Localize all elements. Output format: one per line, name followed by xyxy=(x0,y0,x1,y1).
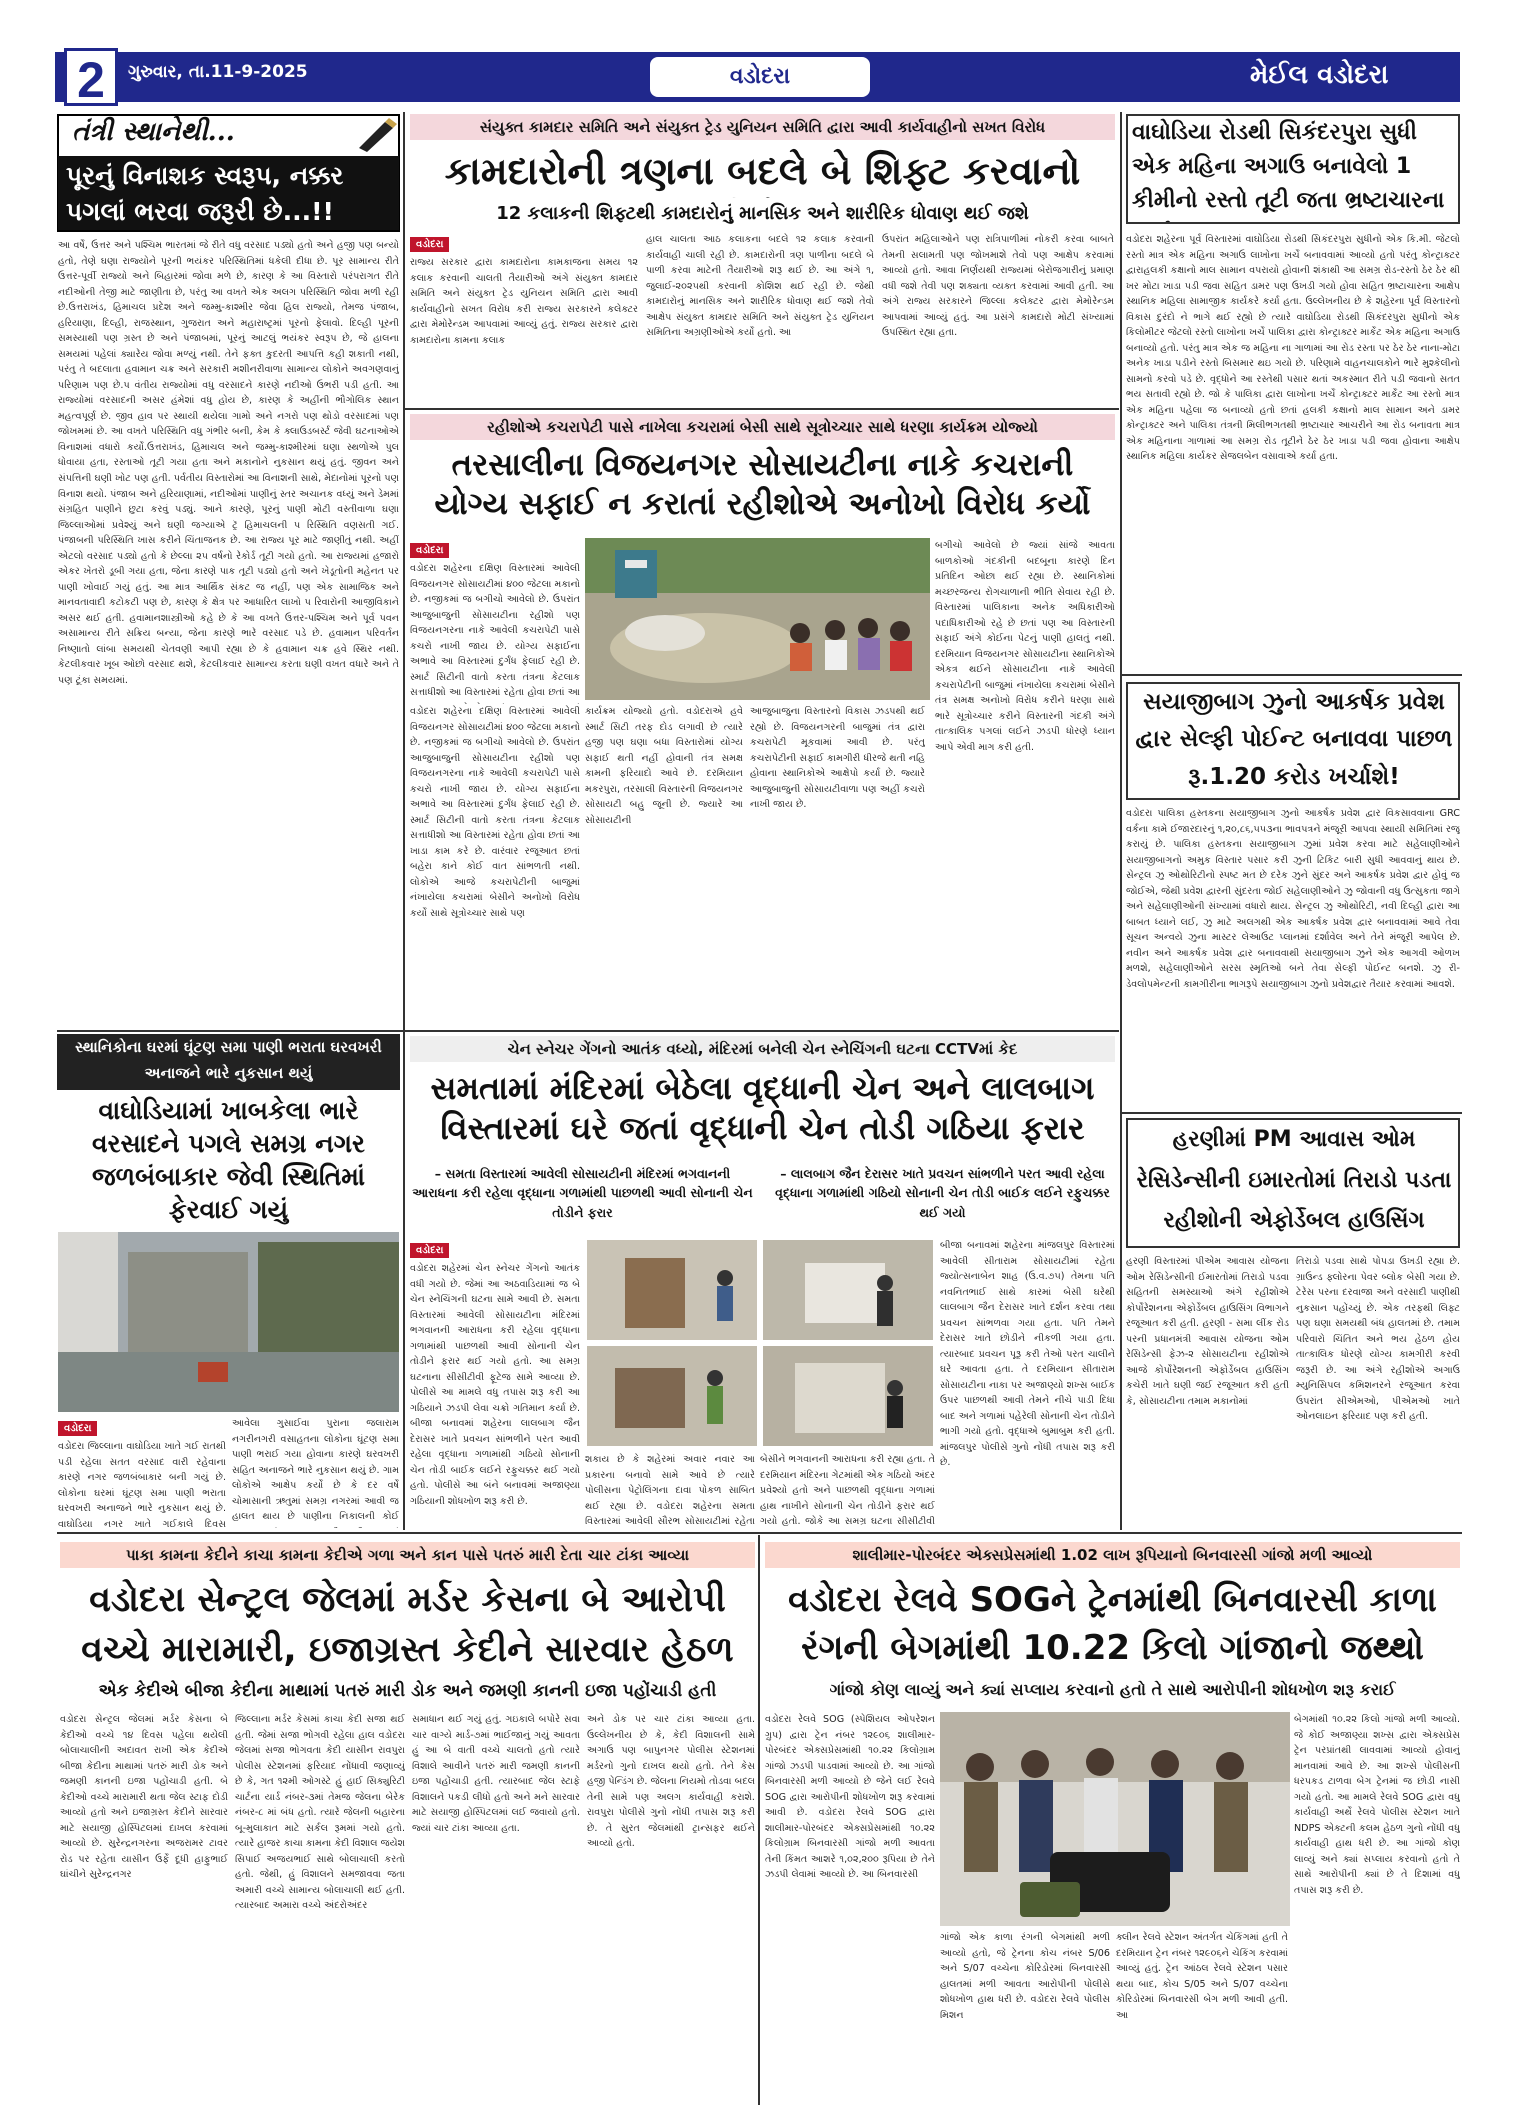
story-text: વડોદરા જિલ્લાના વાઘોડિયા ખાતે ગઈ રાતથી પડી રહેલા સતત વરસાદ વારી રહેવાના કારણે નગર જળબંબાકાર બની ગયું છે. લોકોના ઘરમાં ઘૂંટણ સમા પાણી ભરાતા ઘરવખરી અનાજને ભારે નુકસાન થયું છે. વાઘોડિયા નગર ખાતે ગઈકાલે દિવસ xyxy=(58,1441,226,1530)
editorial-body: આ વર્ષે, ઉત્તર અને પશ્ચિમ ભારતમાં જે રીતે વધુ વરસાદ પડ્યો હતો અને હજી પણ બન્યો હતો, તેણે ઘણા રાજ્યોને પૂરની ભયંકર પરિસ્થિતિમાં ધકેલી દીધા છે. પૂર સામાન્ય રીતે ઉત્તર-પૂર્વી રાજ્યો અને બિહારમાં જોવા મળે છે, કારણ કે આ વિસ્તારો પરંપરાગત રીતે નદીઓની તેજી માટે જાણીતા છે, પરંતુ આ વખતે એક અલગ પરિસ્થિતિ જોવા મળી રહી છે.ઉત્તરાખંડ, હિમાચલ પ્રદેશ અને જમ્મુ-કાશ્મીર જેવા હિલ રાજ્યો, તેમજ પંજાબ, હરિયાણા, દિલ્હી, રાજસ્થાન, ગુજરાત અને મહારાષ્ટ્રમાં પૂરનો ફેલાવો. દિલ્હી પૂરની સમસ્યાથી પણ ગ્રસ્ત છે અને પંજાબમાં, પૂરનું આટલું ભયંકર સ્વરૂપ છે, જે હાલના સમયમાં પહેલાં ક્યારેય જોવા મળ્યું નથી. તેને ફક્ત કુદરતી આપત્તિ કહી શકાતી નથી, પરંતુ તે બદલાતા હવામાન ચક્ર અને સરકારી મશીનરીવાળા સામાન્ય લોકોને અવગણવાનું પરિણામ પણ છે.પ વંતીય રાજ્યોમાં વધુ વરસાદને કારણે નદીઓ ઉભરી પડી હતી. આ રાજ્યોમાં વરસાદની અસર હંમેશાં વધુ હોય છે, કારણ કે અહીંની ભૌગોલિક સ્થાન મહત્વપૂર્ણ છે. જીવ હાવ પર સ્થાયી થયેલા ગામો અને નગરો પણ થોડો વરસાદમાં પણ જોખમમાં છે. આ વખતે પરિસ્થિતિ વધુ ગંભીર બની, કેમ કે ક્લાઉડબર્સ્ટ જેવી ઘટનાઓએ વિનાશમાં વધારો કર્યો.ઉત્તરાખંડ, હિમાચલ અને જમ્મુ-કાશ્મીરમાં ઘણા સ્થળોએ પુલ ધોવાયા હતા, રસ્તાઓ તૂટી ગયા હતા અને મકાનોને નુકસાન થયું હતું. જીવન અને સંપત્તિની ઘણી ખોટ પણ હતી. પર્વતીય વિસ્તારોમાં આ વિનાશની સાથે, મેદાનોમાં પૂરનો પણ વિનાશ થયો. પંજાબ અને હરિયાણામાં, નદીઓમાં પાણીનું સ્તર અચાનક વધ્યું અને ડેમમાં સંગ્રહિત પાણીને છુટા કરવું પડ્યું. આને કારણે, પૂરનું પાણી મોટી વસ્તીવાળા ઘણા જિલ્લાઓમાં પ્રવેશ્યું અને ઘણી જગ્યાએ ટ્રૅ હિમાચલની પ રિસ્થિતિ વણસતી ગઈ. પંજાબની પરિસ્થિતિ ખાસ કરીને ચિંતાજનક છે. આ રાજ્ય પૂર માટે જાણીતું નથી. અહીં એટલો વરસાદ પડ્યો હતો કે છેલ્લા ૨૫ વર્ષનો રેકોર્ડ તૂટી ગયો હતો. આ રાજ્યમાં હજારો એકર ખેતરો ડૂબી ગયા હતા, જેના કારણે પાક તૂટી પડ્યો હતો અને ખેડૂતોની મહેનત પર પાણી ખોવાઈ ગયું હતું. આ માત્ર આર્થિક સંકટ જ નહીં, પણ એક સામાજિક અને માનવતાવાદી કટોકટી પણ છે, કારણ કે ક્ષેત્ર પર આધારિત લાખો પ રિવારોની આજીવિકાને અસર થઈ હતી. હવામાનશાસ્ત્રીઓ કહે છે કે આ વખતે ઉત્તર-પશ્ચિમ અને પૂર્વ પવન અસામાન્ય રીતે સક્રિય બન્યા, જેના કારણે ભારે વરસાદ પડે છે. હવામાન પરિવર્તન નિષ્ણાતો લાંબા સમયથી ચેતવણી આપી રહ્યા છે કે હવામાન ચક્ર હવે સ્થિર નથી. કેટલીકવાર ખૂબ ઓછો વરસાદ થશે, કેટલીકવાર સામાન્ય કરતા ઘણી વખત વધારે અને તે પણ ટૂંકા સમયમાં. xyxy=(58,240,399,686)
flood-photo xyxy=(58,1232,399,1412)
story-subheadline: એક કેદીએ બીજા કેદીના માથામાં પતરું મારી ડોક અને જમણી કાનની ઇજા પહોંચાડી હતી xyxy=(98,1681,717,1701)
divider xyxy=(1122,1112,1462,1114)
dateline: વડોદરા xyxy=(410,237,449,252)
story-text: અને ડોક પર ચાર ટાંકા આવ્યા હતા. ઉલ્લેખનીય છે કે, કેદી વિશાલની સામે અગાઉ પણ બાપુનગર પોલીસ સ્ટેશનમાં મર્ડરનો ગુનો દાખલ થયો હતો. તેને કેસ હજી પેન્ડિંગ છે. જેલના નિયમો તોડવા બદલ તેની સામે પણ અલગ કાર્યવાહી કરાશે. રાવપુરા પોલીસે ગુનો નોંધી તપાસ શરૂ કરી છે. તે સુરત જેલમાંથી ટ્રાન્સફર થઈને આવ્યો હતો. xyxy=(587,1714,755,1850)
story-column xyxy=(410,538,580,700)
story-text: ઉપરાંત મહિલાઓને પણ રાત્રિપાળીમાં નોકરી કરવા બાબતે તેમની સલામતી પણ જોખમાશે તેવો પણ આક્ષેપ કરવામાં આવ્યો હતો. આવા નિર્ણયથી રાજ્યમાં બેરોજગારીનું પ્રમાણ વધી જશે તેવી પણ શક્યતા વ્યક્ત કરવામાં આવી હતી. આ અંગે રાજ્ય સરકારને જિલ્લા કલેક્ટર દ્વારા મેમોરેન્ડમ આપવામાં આવ્યું હતું. આ પ્રસંગે કામદારો મોટી સંખ્યામાં ઉપસ્થિત રહ્યા હતા. xyxy=(882,234,1114,339)
story-headline: વડોદરા રેલવે SOGને ટ્રેનમાંથી બિનવારસી કાળા રંગની બેગમાંથી 10.22 કિલો ગાંજાનો જથ્થો xyxy=(788,1580,1437,1669)
issue-date: ગુરુવાર, તા.11-9-2025 xyxy=(128,62,308,82)
story-text: બેગમાંથી ૧૦.૨૨ કિલો ગાંજો મળી આવ્યો. જે કોઈ અજાણ્યા શખ્સ દ્વારા એક્સપ્રેસ ટ્રેન પરપ્રાંતથી લાવવામાં આવ્યો હોવાનું માનવામાં આવે છે. આ શખ્સે પોલીસની ધરપકડ ટાળવા બેગ ટ્રેનમાં જ છોડી નાસી ગયો હતો. આ મામલે રેલવે SOG દ્વારા વધુ કાર્યવાહી અર્થે રેલવે પોલીસ સ્ટેશન ખાતે NDPS એક્ટની કલમ હેઠળ ગુનો નોંધી વધુ કાર્યવાહી હાથ ધરી છે. આ ગાંજો કોણ લાવ્યું અને ક્યાં સપ્લાય કરવાનો હતો તે સાથે આરોપીની ક્યાં છે તે દિશામાં વધુ તપાસ શરૂ કરી છે. xyxy=(1294,1714,1460,1896)
story-headline: સમતામાં મંદિરમાં બેઠેલા વૃદ્ધાની ચેન અને લાલબાગ વિસ્તારમાં ઘરે જતાં વૃદ્ધાની ચેન તોડી ગઠિયા ફરાર xyxy=(430,1069,1095,1147)
dateline: વડોદરા xyxy=(410,1243,449,1258)
story-text: તિરાડો પડવા સાથે પોપડા ઉખડી રહ્યા છે. ગ્રાઉન્ડ ફ્લોરના પેવર બ્લોક બેસી ગયા છે. ટેરેસ પરના દરવાજા અને વરસાદી પાણીથી નુકસાન પહોંચ્યું છે. એક તરફથી લિફ્ટ પણ ઘણા સમયથી બંધ હાલતમાં છે. તમામ પરિવારો ચિંતિત અને ભય હેઠળ હોય તાત્કાલિક ધોરણે યોગ્ય કામગીરી કરવી જરૂરી છે. આ અંગે રહીશોએ અગાઉ મ્યુનિસિપલ કમિશનરને રજૂઆત કરવા ઉપરાંત સીએમઓ, પીએમઓ ખાતે ઓનલાઇન ફરિયાદ પણ કરી હતી. xyxy=(1296,1256,1460,1423)
story-column xyxy=(410,1238,580,1528)
story-column xyxy=(410,232,638,404)
story-text: ક્લીન રેલવે સ્ટેશન અંતર્ગત ચેકિંગમાં હતી તે દરમિયાન ટ્રેન નંબર ૧૨૯૦૬ને ચેકિંગ કરવામાં આવ્યું હતું. ટ્રેન આંઠલ રેલવે સ્ટેશન પસાર થયા બાદ, કોચ S/05 અને S/07 વચ્ચેના કોરિડોરમાં બિનવારસી બેગ મળી આવી હતી. આ xyxy=(1116,1932,1288,2021)
story-text: ગાંજો એક કાળા રંગની બેગમાંથી મળી આવ્યો હતો, જે ટ્રેનના કોચ નંબર S/06 અને S/07 વચ્ચેના કોરિડોરમાં બિનવારસી હાલતમાં મળી આવતા આરોપીની પોલીસે શોધખોળ હાથ ધરી છે. વડોદરા રેલવે પોલીસ મિશન xyxy=(940,1932,1110,2021)
story-strap: ચેન સ્નેચર ગેંગનો આતંક વધ્યો, મંદિરમાં બનેલી ચેન સ્નેચિંગની ઘટના CCTVમાં કેદ xyxy=(410,1036,1115,1062)
divider xyxy=(405,408,1119,410)
dateline: વડોદરા xyxy=(410,543,449,558)
story-text: વડોદરા શહેરના દક્ષિણ વિસ્તારમાં આવેલી વિજયનગર સોસાયટીમાં ૪૦૦ જેટલા મકાનો છે. નજીકમાં જ બગીચો આવેલો છે. ઉપરાંત આજુબાજુની સોસાયટીના રહીશો પણ વિજયનગરના નાકે આવેલી કચરાપેટી પાસે કચરો નાખી જાય છે. યોગ્ય સફાઈના અભાવે આ વિસ્તારમાં દુર્ગંધ ફેલાઈ રહી છે. સ્માર્ટ સિટીની વાતો કરતા તંત્રના કેટલાક સત્તાધીશો આ વિસ્તારમાં રહેતા હોવા છતાં આ xyxy=(410,563,580,699)
story-text: આવેલા ગુસાઈવા પુરાના જલારામ નગરીનગરી વસાહતના લોકોના ઘૂંટણ સમા પાણી ભરાઈ ગયા હોવાના કારણે ઘરવખરી સહિત અનાજને ભારે નુકસાન થયું છે. ગામ લોકોએ આક્ષેપ કર્યો છે કે દર વર્ષે ચોમાસાની ઋતુમાં સમગ્ર નગરમાં આવી જ હાલત થાય છે પાણીના નિકાલની કોઈ xyxy=(232,1418,399,1523)
story-text: વડોદરા રેલવે SOG (સ્પેશિયલ ઓપરેશન ગ્રુપ) દ્વારા ટ્રેન નંબર ૧૨૯૦૬ શાલીમાર-પોરબંદર એક્સપ્રેસમાંથી ૧૦.૨૨ કિલોગ્રામ ગાંજો ઝડપી પાડવામાં આવ્યો છે. આ ગાંજો બિનવારસી મળી આવ્યો છે જેને લઈ રેલવે SOG દ્વારા આરોપીની શોધખોળ શરૂ કરવામાં આવી છે. વડોદરા રેલવે SOG દ્વારા શાલીમાર-પોરબંદર એક્સપ્રેસમાંથી ૧૦.૨૨ કિલોગ્રામ બિનવારસી ગાંજો મળી આવતા તેની કિંમત આશરે ૧,૦૨,૨૦૦ રૂપિયા છે તેને ઝડપી લેવામાં આવ્યો છે. આ બિનવારસી xyxy=(765,1714,935,1881)
story-text: આજુબાજુના વિસ્તારનો વિકાસ ઝડપથી થઈ રહ્યો છે. વિજયનગરની બાજુમાં તંત્ર દ્વારા કચરાપેટી મૂકવામાં આવી છે. પરંતુ કચરાપેટીની સફાઈ કામગીરી ધીરજે થતી નહિ હોવાના સ્થાનિકોએ આક્ષેપો કર્યા છે. જ્યારે આજુબાજુની સોસાયટીવાળા પણ અહીં કચરો નાખી જાય છે. xyxy=(750,706,925,811)
editorial-title: તંત્રી સ્થાનેથી... xyxy=(72,117,235,147)
story-column xyxy=(58,1416,226,1528)
story-strap: શાલીમાર-પોરબંદર એક્સપ્રેસમાંથી 1.02 લાખ રૂપિયાનો બિનવારસી ગાંજો મળી આવ્યો xyxy=(765,1542,1460,1568)
story-strap: સંયુક્ત કામદાર સમિતિ અને સંયુક્ત ટ્રેડ યુનિયન સમિતિ દ્વારા આવી કાર્યવાહીનો સખત વિરોધ xyxy=(410,114,1115,140)
story-headline: વડોદરા સેન્ટ્રલ જેલમાં મર્ડર કેસના બે આરોપી વચ્ચે મારામારી, ઇજાગ્રસ્ત કેદીને સારવાર હેઠળ xyxy=(81,1580,734,1670)
story-text: વડોદરા શહેરના દક્ષિણ વિસ્તારમાં આવેલી વિજયનગર સોસાયટીમાં ૪૦૦ જેટલા મકાનો છે. નજીકમાં જ બગીચો આવેલો છે. ઉપરાંત આજુબાજુની સોસાયટીના રહીશો પણ વિજયનગરના નાકે આવેલી કચરાપેટી પાસે કચરો નાખી જાય છે. યોગ્ય સફાઈના અભાવે આ વિસ્તારમાં દુર્ગંધ ફેલાઈ રહી છે. સ્માર્ટ સિટીની વાતો કરતા તંત્રના કેટલાક સત્તાધીશો આ વિસ્તારમાં રહેતા હોવા છતાં આ ખાડા કામ કરે છે. વારંવાર રજૂઆત છતાં બહેરા કાને કોઈ વાત સાંભળતી નથી. લોકોએ આજે કચરાપેટીની બાજુમાં નંખાયેલા કચરામાં બેસીને અનોખો વિરોધ કર્યો સાથે સૂત્રોચ્ચાર સાથે પણ xyxy=(410,706,580,919)
story-text: વડોદરા શહેરમાં ચેન સ્નેચર ગેંગનો આતંક વધી ગયો છે. જેમાં આ અઠવાડિયામાં જ બે ચેન સ્નેચિંગની ઘટના સામે આવી છે. સમતા વિસ્તારમાં આવેલી સોસાયટીના મંદિરમાં ભગવાનની આરાધના કરી રહેલા વૃદ્ધાના ગળામાંથી પાછળથી આવી સોનાની ચેન તોડીને ફરાર થઈ ગયો હતો. આ સમગ્ર ઘટનાના સીસીટીવી ફૂટેજ સામે આવ્યા છે. પોલીસે આ મામલે વધુ તપાસ શરૂ કરી આ ગઠિયાને ઝડપી લેવા ચક્રો ગતિમાન કર્યા છે. બીજા બનાવમાં શહેરના લાલબાગ જૈન દેરાસર ખાતે પ્રવચન સાંભળીને પરત આવી રહેલા વૃદ્ધાના ગળામાંથી ગઠિયો સોનાની ચેન તોડી બાઈક લઈને રફુચક્કર થઈ ગયો હતો. પોલીસે આ બંને બનાવમાં અજાણ્યા ગઠિયાની શોધખોળ શરૂ કરી છે. xyxy=(410,1263,580,1507)
story-bullet: – સમતા વિસ્તારમાં આવેલી સોસાયટીની મંદિરમાં ભગવાનની આરાધના કરી રહેલા વૃદ્ધાના ગળામાંથી પાછળથી આવી સોનાની ચેન તોડીને ફરાર xyxy=(412,1166,753,1220)
story-text: હાલ ચાલતા આઠ કલાકના બદલે ૧૨ કલાક કરવાની કાર્યવાહી ચાલી રહી છે. કામદારોની ત્રણ પાળીના બદલે બે પાળી કરવા માટેની તૈયારીઓ શરૂ થઈ છે. આ અંગે ૧, જુલાઈ-૨૦૨૫થી કરવાની કોશિશ થઈ રહી છે. જેથી કામદારોનું માનસિક અને શારીરિક ધોવાણ થઈ જશે તેવો આક્ષેપ સંયુક્ત કામદાર સમિતિ અને સંયુક્ત ટ્રેડ યુનિયન સમિતિના અગ્રણીઓએ કર્યો હતો. આ xyxy=(646,234,874,339)
page-number: 2 xyxy=(64,48,118,106)
divider xyxy=(403,112,405,1530)
garbage-protest-photo xyxy=(585,538,930,700)
story-headline: તરસાલીના વિજયનગર સોસાયટીના નાકે કચરાની યોગ્ય સફાઈ ન કરાતાં રહીશોએ અનોખો વિરોધ કર્યો xyxy=(434,447,1091,522)
story-headline: સયાજીબાગ ઝુનો આકર્ષક પ્રવેશ દ્વાર સેલ્ફી પોઈન્ટ બનાવવા પાછળ રૂ.1.20 કરોડ ખર્ચાશે! xyxy=(1135,689,1453,790)
story-text: બીજા બનાવમાં શહેરના માંજલપુર વિસ્તારમાં આવેલી સીતારામ સોસાયટીમાં રહેતા જ્યોત્સનાબેન શાહ (ઉ.વ.૭૫) તેમના પતિ નવનિતભાઈ સાથે કારમાં બેસી ઘરેથી લાલબાગ જૈન દેરાસર ખાતે દર્શન કરવા તથા પ્રવચન સાંભળવા ગયા હતા. પતિ તેમને દેરાસર ખાતે છોડીને નીકળી ગયા હતા. ત્યારબાદ પ્રવચન પૂરૂ કરી તેઓ પરત ચાલીને ઘરે આવતા હતા. તે દરમિયાન સીતારામ સોસાયટીના નાકા પર અજાણ્યો શખ્સ બાઈક ઉપર પાછળથી આવી તેમને નીચે પાડી દિધા બાદ અને ગળામાં પહેરેલી સોનાની ચેન તોડીને ભાગી ગયો હતો. વૃદ્ધાએ બુમાબુમ કરી હતી. માંજલપુર પોલીસે ગુનો નોંધી તપાસ શરૂ કરી છે. xyxy=(940,1240,1115,1469)
paper-name: મેઈલ વડોદરા xyxy=(1250,60,1389,90)
divider xyxy=(1120,112,1122,1530)
cctv-stills xyxy=(585,1238,935,1448)
story-strap: રહીશોએ કચરાપેટી પાસે નાખેલા કચરામાં બેસી સાથે સૂત્રોચ્ચાર સાથે ધરણા કાર્યક્રમ યોજ્યો xyxy=(410,414,1115,440)
divider xyxy=(758,1535,760,2105)
story-strap: પાકા કામના કેદીને કાચા કામના કેદીએ ગળા અને કાન પાસે પતરું મારી દેતા ચાર ટાંકા આવ્યા xyxy=(60,1542,755,1568)
divider xyxy=(57,1030,1119,1032)
story-text: સમાધાન થઈ ગયું હતું. ગઇકાલે બપોરે સવા ચાર વાગ્યે માર્ડ-૭માં ભાઈજાનું ગયું આવતા હું આ બે વાતી વચ્ચે ચાલતો હતો ત્યારે વિશાલે આવીને પતરું મારી જમણી કાનની ઇજા પહોંચાડી હતી. ત્યારબાદ જેલ સ્ટાફે વિશાલને પકડી લીધો હતો અને મને સારવાર માટે સયાજી હોસ્પિટલમાં લઈ જવાયો હતો. જ્યાં ચાર ટાંકા આવ્યા હતા. xyxy=(412,1714,580,1834)
story-text: બેસીને ભગવાનની આરાધના કરી રહ્યા હતા. તે દરમિયાન મંદિરના ગેટમાંથી એક ગઠિયો અંદર પ્રવેશ્યો હતો અને પાછળથી વૃદ્ધાના ગળામાં હાથ નાખીને સોનાની ચેન તોડીને ફરાર થઈ ગયો હતો. જોકે આ સમગ્ર ઘટના સીસીટીવી xyxy=(760,1454,935,1528)
story-text: કાર્યક્રમ યોજ્યો હતો. વડોદરાએ હવે સ્માર્ટ સિટી તરફ દોડ લગાવી છે ત્યારે હજી પણ ઘણા બધા વિસ્તારોમાં યોગ્ય સફાઈ થતી નહીં હોવાની તંત્ર સમક્ષ કામની ફરિયાદો આવે છે. દરમિયાન મકરપુરા, તરસાલી વિસ્તારની વિજયનગર સોસાયટી બહુ જૂની છે. જ્યારે આ સોસાયટીની xyxy=(585,706,743,826)
divider xyxy=(57,1532,1462,1534)
story-headline: વાઘોડિયામાં ખાબકેલા ભારે વરસાદને પગલે સમગ્ર નગર જળબંબાકાર જેવી સ્થિતિમાં ફેરવાઈ ગયું xyxy=(91,1096,366,1224)
police-seizure-photo xyxy=(940,1712,1290,1926)
story-bullet: – લાલબાગ જૈન દેરાસર ખાતે પ્રવચન સાંભળીને પરત આવી રહેલા વૃદ્ધાના ગળામાંથી ગઠિયો સોનાની ચેન તોડી બાઈક લઈને રફુચક્કર થઈ ગયો xyxy=(775,1166,1110,1220)
story-subheadline: ગાંજો કોણ લાવ્યું અને ક્યાં સપ્લાય કરવાનો હતો તે સાથે આરોપીની શોધખોળ શરૂ કરાઈ xyxy=(829,1680,1396,1699)
story-strap: સ્થાનિકોના ઘરમાં ઘૂંટણ સમા પાણી ભરાતા ઘરવખરી અનાજને ભારે નુકસાન થયું xyxy=(57,1034,400,1090)
story-text: રાજ્ય સરકાર દ્વારા કામદારોના કામકાજના સમય ૧૨ કલાક કરવાની ચાલતી તૈયારીઓ અંગે સંયુક્ત કામદાર સમિતિ અને સંયુક્ત ટ્રેડ યુનિયન સમિતિ દ્વારા આવી કાર્યવાહીનો સખત વિરોધ કરી રાજ્ય સરકારને કલેક્ટર દ્વારા મેમોરેન્ડમ આપવામાં આવ્યું હતું. રાજ્ય સરકાર દ્વારા કામદારોના કામના કલાક xyxy=(410,257,638,346)
edition-city: વડોદરા xyxy=(650,57,870,97)
pen-icon xyxy=(355,118,397,152)
dateline: વડોદરા xyxy=(58,1421,97,1436)
story-headline: વાઘોડિયા રોડથી સિકંદરપુરા સુધી એક મહિના અગાઉ બનાવેલો 1 કીમીનો રસ્તો તૂટી જતા ભ્રષ્ટાચારના xyxy=(1132,120,1445,214)
story-text: વડોદરા શહેરના પૂર્વ વિસ્તારમાં વાઘોડિયા રોડથી સિકંદરપુરા સુધીનો એક કિ.મી. જેટલો રસ્તો માત્ર એક મહિના અગાઉ લાખોના ખર્ચે બનાવવામાં આવ્યો હતો પરંતુ કોન્ટ્રાક્ટર દ્વારાહલકી કક્ષાનો માલ સામાન વપરાયો હોવાની શંકાથી આ સમગ્ર રોડ-રસ્તો ઠેર ઠેર થી ખર મોટા ખાડા પડી જવા સહિત ડામર પણ ઉખડી ગયો હોવા સહિત ભ્રષ્ટાચારના આક્ષેપ સ્થાનિક મહિલા સામાજીક કાર્યકરે કર્યા હતા. ઉલ્લેખનીય છે કે શહેરના પૂર્વ વિસ્તારનો વિકાસ દુરંદો ને ભાગે થઈ રહ્યો છે ત્યારે વાઘોડિયા રોડથી સિકંદરપુરા સુધીનો એક કિલોમીટર જેટલો રસ્તો લાખોના ખર્ચે પાલિકા દ્વારા કોન્ટ્રાક્ટર માર્કેટ એક મહિના અગાઉ બનાવ્યો હતો. પરંતુ માત્ર એક જ મહિના ના ગાળામાં આ રોડ રસ્તા પર ઠેર ઠેર નાના-મોટા અનેક ખાડા પડીને રસ્તો બિસમાર થઇ ગયો છે. પરિણામે વાહનચાલકોને ભારે મુશ્કેલીનો સામનો કરવો પડે છે. વૃદ્ધોને આ રસ્તેથી પસાર થતાં અકસ્માત રીતે પડી જવાનો સતત ભય સતાવી રહ્યો છે. જો કે પાલિકા દ્વારા લાખોના ખર્ચે કોન્ટ્રાક્ટર માર્કેટ આ રસ્તો માત્ર એક મહિના પહેલા જ બનાવ્યો હતો છતાં હલકી કક્ષાનો માલ સામાન અને ડામર કોન્ટ્રાક્ટર અને પાલિકા તંત્રની મિલીભગતથી ભ્રષ્ટાચાર આચરીને આ રોડ બનાવતા માત્ર એક મહિનાના ગાળામાં આ સમગ્ર રોડ તૂટીને ઠેર ઠેર ખાડા પડી જવા હોવાના આક્ષેપ સ્થાનિક મહિલા કાર્યકર સેજલબેન વસાવાએ કર્યા હતા. xyxy=(1126,234,1460,463)
story-text: વડોદરા સેન્ટ્રલ જેલમાં મર્ડર કેસના બે કેદીઓ વચ્ચે ૧૪ દિવસ પહેલા થયેલી બોલાચાલીની અદાવત રાખી એક કેદીએ બીજા કેદીના માથામાં પતરું મારી ડોક અને જમણી કાનની ઇજા પહોંચાડી હતી. બે કેદીઓ વચ્ચે મારામારી થતા જેલ સ્ટાફ દોડી આવ્યો હતો અને ઇજાગ્રસ્ત કેદીને સારવાર માટે સયાજી હોસ્પિટલમાં દાખલ કરવામાં આવ્યો છે. સુરેન્દ્રનગરના અજરામર ટાવર રોડ પર રહેતા યાસીન ઉર્ફે દૂધી હાફુભાઈ ઘાંચીને સુરેન્દ્રનગર xyxy=(60,1714,228,1881)
story-text: બગીચો આવેલો છે જ્યાં સાંજે આવતા બાળકોઓ ગંદકીની બદબૂના કારણે દિન પ્રતિદિન ઓછા થઈ રહ્યા છે. સ્થાનિકોમાં મચ્છરજન્ય રોગચાળાની ભીતિ સેવાય રહી છે. વિસ્તારમાં પાલિકાના અનેક અધિકારીઓ પદાધિકારીઓ રહે છે છતાં પણ આ વિસ્તારની સફાઈ અંગે કોઈના પેટનું પાણી હાલતું નથી. દરમિયાન વિજયનગર સોસાયટીના સ્થાનિકોએ એકત્ર થઈને સોસાયટીના નાકે આવેલી કચરાપેટીની બાજુમાં નંખાયેલા કચરામાં બેસીને તંત્ર સમક્ષ અનોખો વિરોધ કરીને ધરણા સાથે ભારે સૂત્રોચ્ચાર કરીને વિસ્તારની ગંદકી અંગે તાત્કાલિક પગલાં લઈને ઝડપી ધોરણે ધ્યાન આપે એવી માગ કરી હતી. xyxy=(935,540,1115,753)
divider xyxy=(1122,674,1462,676)
story-text: શકાય છે કે શહેરમાં અવાર નવાર આ પ્રકારના બનાવો સામે આવે છે ત્યારે પોલીસના પેટ્રોલિંગના દાવા પોકળ સાબિત થઈ રહ્યા છે. વડોદરા શહેરના સમતા વિસ્તારમાં આવેલી સૌરભ સોસાયટીમાં રહેતા xyxy=(585,1454,755,1528)
story-subheadline: 12 કલાકની શિફ્ટથી કામદારોનું માનસિક અને શારીરિક ધોવાણ થઈ જશે xyxy=(496,203,1029,224)
editorial-headline: પૂરનું વિનાશક સ્વરૂપ, નક્કર પગલાં ભરવા જરૂરી છે...!! xyxy=(58,156,399,230)
story-headline: કામદારોની ત્રણના બદલે બે શિફ્ટ કરવાનો xyxy=(444,149,1081,193)
story-text: જિલ્લાના મર્ડર કેસમાં કાચા કેદી સજા થઈ હતી. જેમાં સજા ભોગવી રહેલા હાલ વડોદરા જેલમાં સજા ભોગવતા કેદી યાસીન રાવપુરા પોલીસ સ્ટેશનમાં ફરિયાદ નોંધાવી જણાવ્યું છે કે, ગત ૧૨મી ઓગસ્ટે હું હાઈ સિક્યુરિટી ચાર્ટના યાર્ડ નંબર-૩માં તેમજ જેલના બેરેક નંબર-૮ માં બંધ હતો. ત્યારે જેલની બહારના બૂ-મુલાકાત માટે સર્કલ રૂમમાં ગયો હતો. ત્યારે હાજર કાચા કામના કેદી વિશાલ જયેશ સિપાઈ અજયભાઈ સાથે બોલાચાલી કરતો હતો. જેથી, હું વિશાલને સમજાવવા જતા અમારી વચ્ચે સામાન્ય બોલાચાલી થઈ હતી. ત્યારબાદ અમારા વચ્ચે અંદરોઅંદર xyxy=(235,1714,405,1912)
story-headline: હરણીમાં PM આવાસ ઓમ રેસિડેન્સીની ઇમારતોમાં તિરાડો પડતા રહીશોની એફોર્ડેબલ હાઉસિંગ xyxy=(1136,1127,1452,1234)
story-text: હરણી વિસ્તારમાં પીએમ આવાસ યોજના ઓમ રેસિડેન્સીની ઈમારતોમાં તિરાડો પડવા સહિતની સમસ્યાઓ અંગે રહીશોએ કોર્પોરેશનના એફોર્ડેબલ હાઉસિંગ વિભાગને રજૂઆત કરી હતી. હરણી - સમા લીંક રોડ પરની પ્રધાનમંત્રી આવાસ યોજના ઓમ રેસિડેન્સી ફેઝ-૨ સોસાયટીના રહીશોએ આજે કોર્પોરેશનની એફોર્ડેબલ હાઉસિંગ કચેરી ખાતે ઘણી જઈ રજૂઆત કરી હતી કે, સોસાયટીના તમામ મકાનોમાં xyxy=(1126,1256,1289,1407)
story-text: વડોદરા પાલિકા હસ્તકના સયાજીબાગ ઝુનો આકર્ષક પ્રવેશ દ્વાર વિકસાવવાના GRC વર્કના કામે ઈજારદારનું ૧,૨૦,૮૬,૫૫૩ના ભાવપત્રને મંજૂરી આપવા સ્થાયી સમિતિમાં રજૂ કરાયું છે. પાલિકા હસ્તકના સયાજીબાગ ઝુમાં પ્રવેશ કરવા માટે સહેલાણીઓને સયાજીબાગનો અમુક વિસ્તાર પસાર કરી ઝુની ટિકિટ બારી સુધી આવવાનું થાય છે. સેન્ટ્રલ ઝુ ઓથોરિટીનો સ્પષ્ટ મત છે દરેક ઝુને સુંદર અને આકર્ષક પ્રવેશ દ્વાર હોવું જ જોઈએ, જેથી પ્રવેશ દ્વારની સુંદરતા જોઈ સહેલાણીઓને ઝુ જોવાની વધુ ઉત્સુકતા જાગે અને સહેલાણીઓની સંખ્યામાં વધારો થાય. સેન્ટ્રલ ઝુ ઓથોરિટી, નવી દિલ્હી દ્વારા આ બાબત ધ્યાને લઈ, ઝુ માટે અલગથી એક આકર્ષક પ્રવેશ દ્વાર બનાવવામાં આવે તેવા સૂચન અન્વયે ઝુના માસ્ટર લેઆઉટ પ્લાનમાં દર્શાવેલ અને તેને મંજૂરી આપેલ છે. નવીન અને આકર્ષક પ્રવેશ દ્વાર બનાવવાથી સયાજીબાગ ઝુને એક આગવી ઓળખ મળશે, સહેલાણીઓને સરસ સ્મૃતિઓ બને તેવા સેલ્ફી પોઈન્ટ બનશે. ઝુ રી-ડેવલોપમેન્ટની કામગીરીના ભાગરૂપે સયાજીબાગ ઝુનો પ્રવેશદ્વાર તૈયાર કરવામાં આવશે. xyxy=(1126,808,1460,990)
